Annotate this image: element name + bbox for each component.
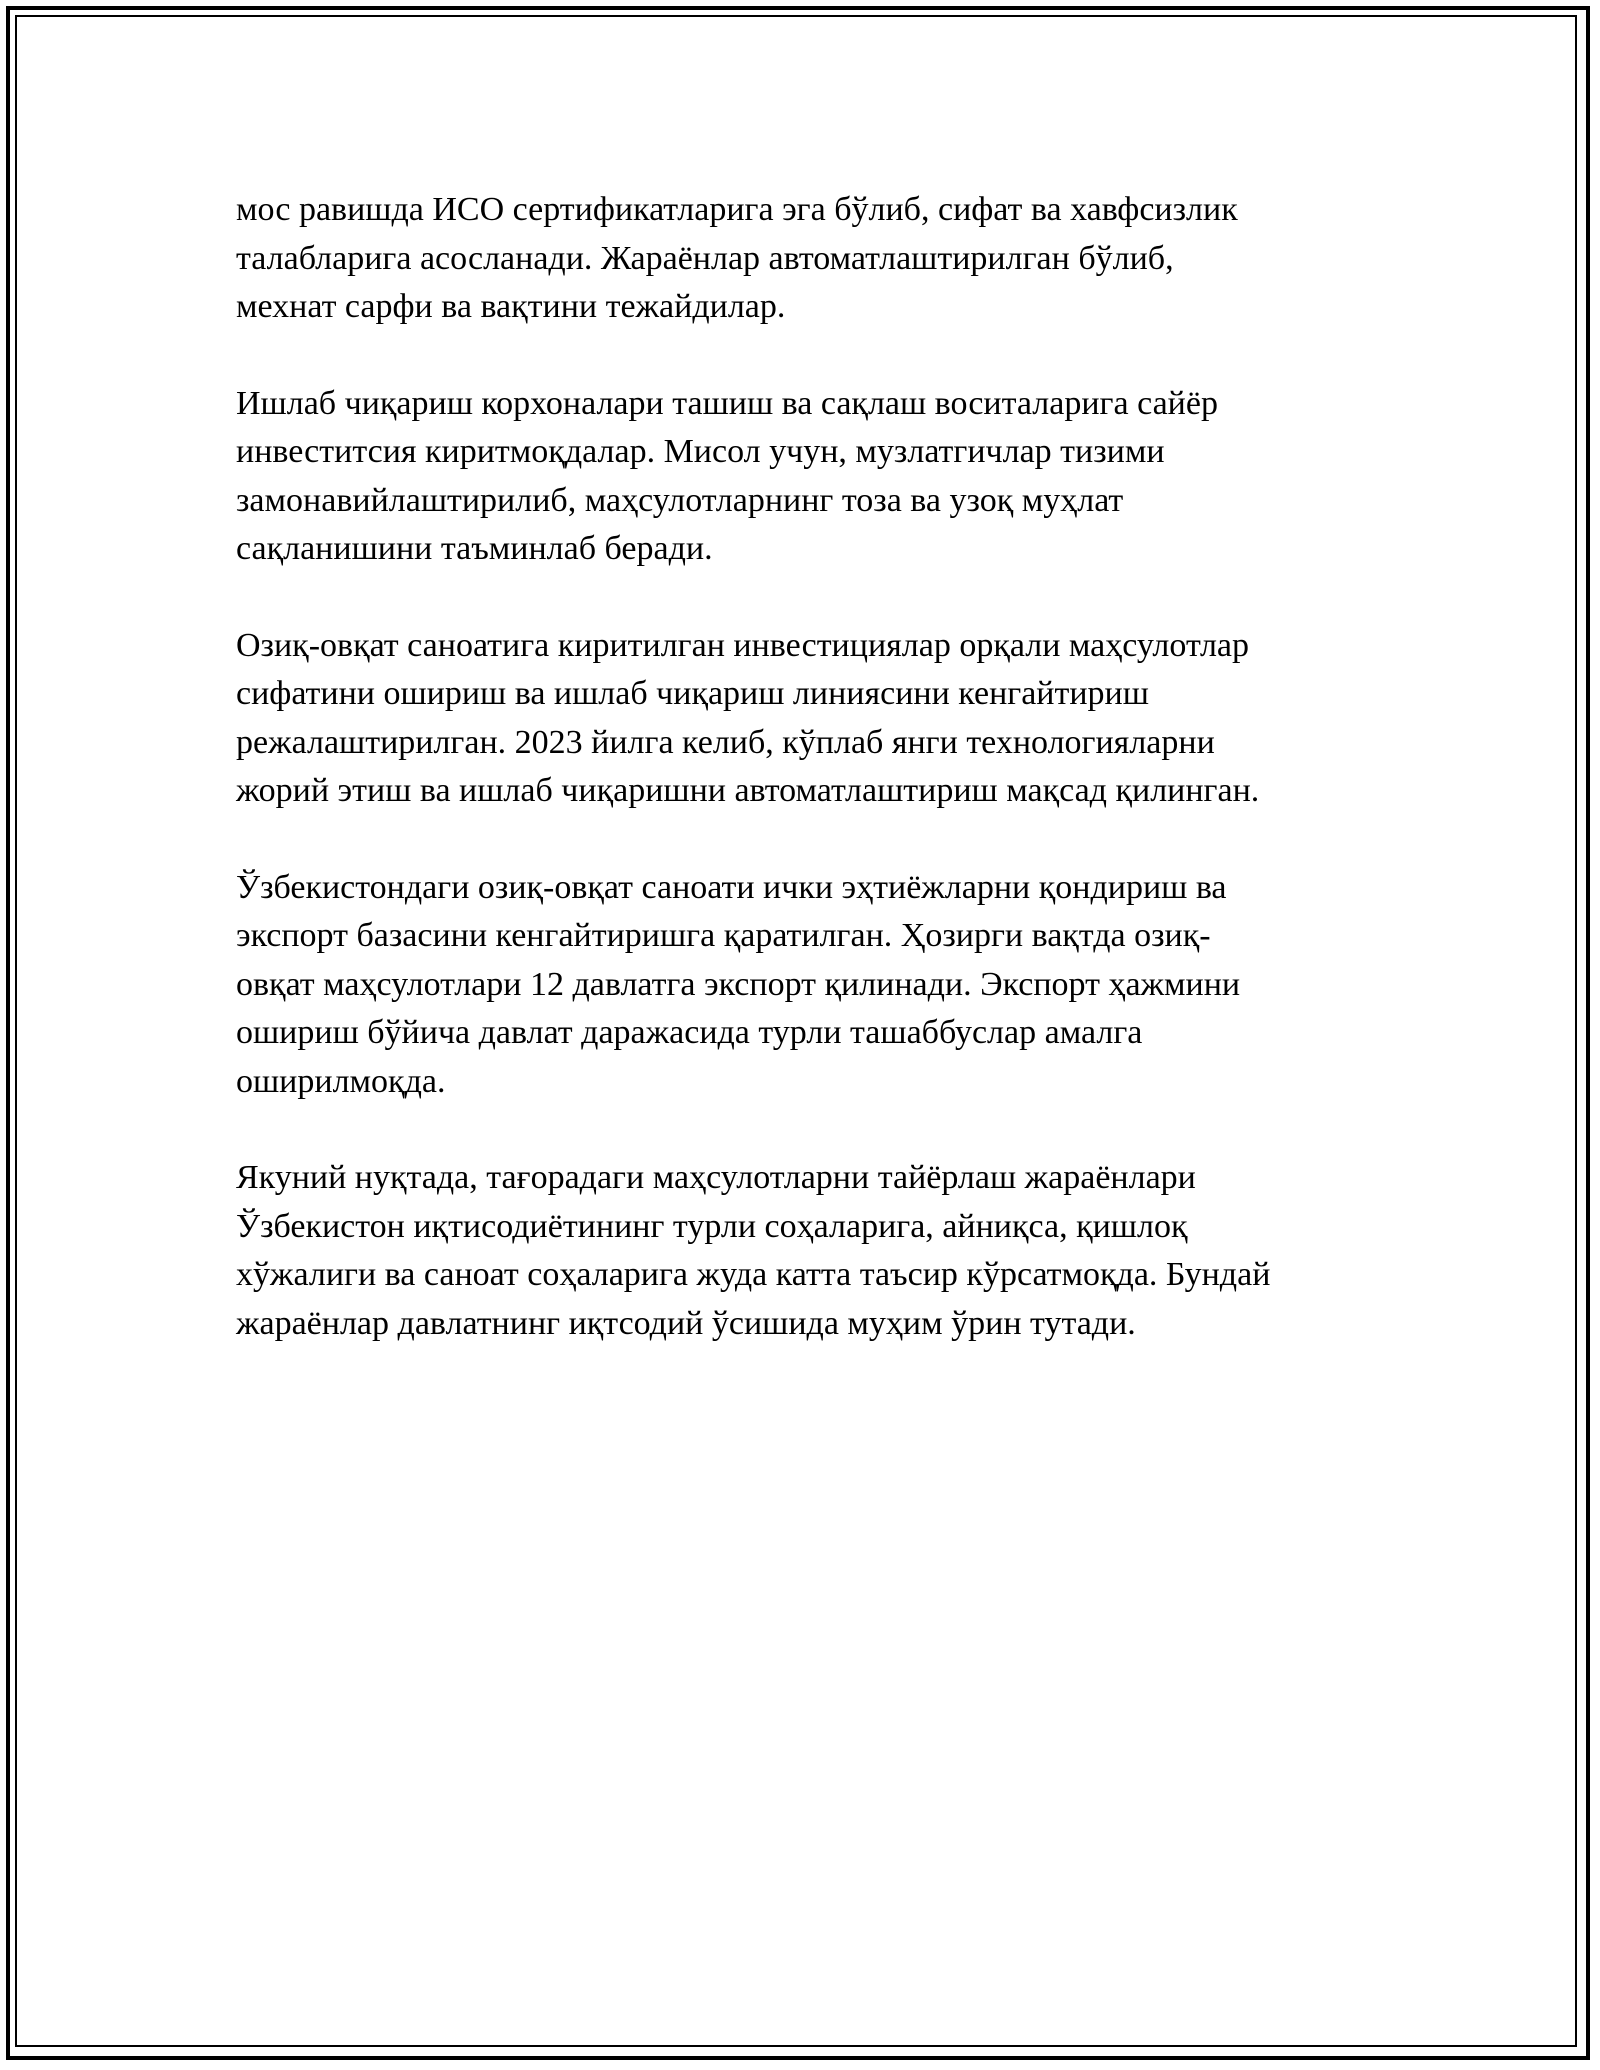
paragraph-conclusion: Якуний нуқтада, тағорадаги маҳсулотларни тайёрлаш жараёнлари Ўзбекистон иқтисодиётининг турли соҳаларига, айниқса, қишлоқ хўжалиги ва саноат соҳаларига жуда катта таъсир кўрсатмоқда. Бундай жараёнлар давлатнинг иқтсодий ўсишида муҳим ўрин тутади. xyxy=(236,1159,1271,1342)
paragraph-iso-certification: мос равишда ИСО сертификатларига эга бўлиб, сифат ва хавфсизлик талабларига асосланади. Жараёнлар автоматлаштирилган бўлиб, мехнат сарфи ва вақтини тежайдилар. xyxy=(236,191,1238,325)
paragraph-storage-investment: Ишлаб чиқариш корхоналари ташиш ва сақлаш воситаларига сайёр инвеститсия киритмоқдалар. Мисол учун, музлатгичлар тизими замонавийлаштирилиб, маҳсулотларнинг тоза ва узоқ муҳлат сақланишини таъминлаб беради. xyxy=(236,384,1218,567)
paragraph-food-industry-investment: Озиқ-овқат саноатига киритилган инвестициялар орқали маҳсулотлар сифатини ошириш ва ишлаб чиқариш линиясини кенгайтириш режалаштирилган. 2023 йилга келиб, кўплаб янги технологияларни жорий этиш ва ишлаб чиқаришни автоматлаштириш мақсад қилинган. xyxy=(236,626,1260,809)
paragraph-export: Ўзбекистондаги озиқ-овқат саноати ички эҳтиёжларни қондириш ва экспорт базасини кенгайтиришга қаратилган. Ҳозирги вақтда озиқ- овқат маҳсулотлари 12 давлатга экспорт қилинади. Экспорт ҳажмини ошириш бўйича давлат даражасида турли ташаббуслар амалга оширилмоқда. xyxy=(236,868,1241,1100)
document-body xyxy=(236,186,1376,1396)
